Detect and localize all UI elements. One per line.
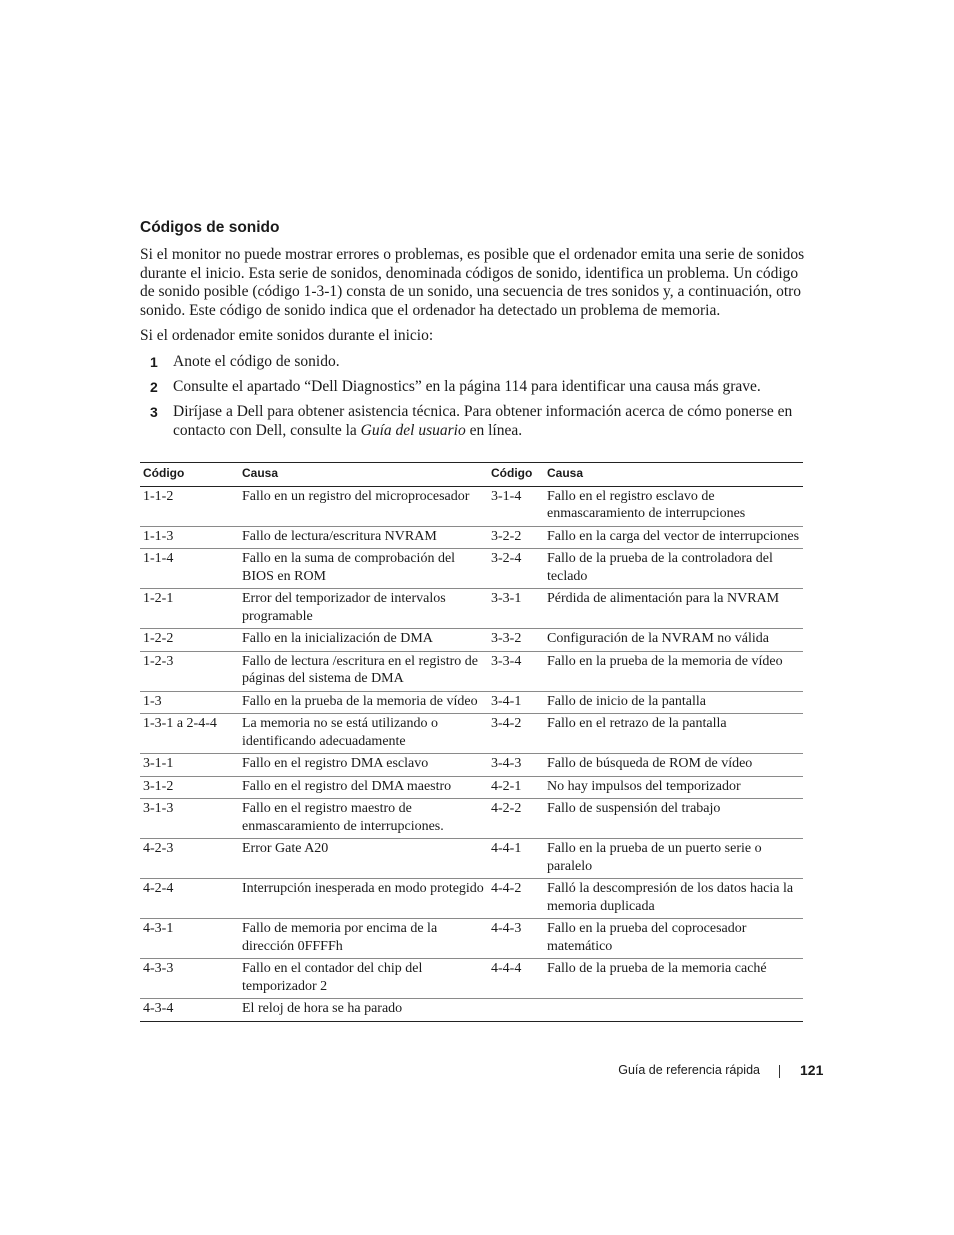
cause-cell: Fallo en la carga del vector de interrupciones [547, 528, 800, 544]
cause-cell: Fallo en el retrazo de la pantalla [547, 716, 727, 731]
step-number: 2 [150, 379, 158, 395]
table-row [140, 526, 803, 549]
step-item [140, 378, 820, 397]
cause-cell: Error del temporizador de intervalos programable [242, 591, 446, 624]
cause-cell: Pérdida de alimentación para la NVRAM [547, 591, 780, 606]
code-cell: 1-2-3 [143, 653, 174, 669]
cause-cell: Interrupción inesperada en modo protegido [242, 881, 484, 896]
cause-cell: Fallo de lectura/escritura NVRAM [242, 528, 437, 544]
code-cell: 1-1-4 [143, 551, 174, 566]
table-row [140, 629, 803, 652]
page-number: 121 [800, 1062, 824, 1078]
code-cell [488, 999, 544, 1022]
step-text: Anote el código de sonido. [173, 353, 340, 370]
step-text-after: en línea. [465, 421, 523, 439]
step-item [140, 403, 820, 440]
cause-cell: Fallo de la prueba de la memoria caché [547, 961, 767, 976]
table-row [140, 839, 803, 879]
code-cell: 3-1-1 [143, 756, 174, 771]
code-cell: 4-2-4 [143, 881, 174, 896]
cause-cell: Fallo de la prueba de la controladora del teclado [547, 551, 773, 584]
code-cell: 3-2-4 [491, 551, 522, 566]
code-cell: 3-1-4 [491, 488, 522, 504]
column-header-cause: Causa [547, 466, 584, 480]
cause-cell: Fallo de búsqueda de ROM de vídeo [547, 756, 753, 771]
cause-cell: Fallo en un registro del microprocesador [242, 488, 470, 504]
column-header-cause: Causa [242, 466, 279, 480]
code-cell: 1-3 [143, 693, 162, 709]
table-row [140, 879, 803, 919]
table-row [140, 776, 803, 799]
code-cell: 4-4-4 [491, 961, 522, 976]
cause-cell: Fallo en la inicialización de DMA [242, 631, 433, 646]
cause-cell: La memoria no se está utilizando o identificando adecuadamente [242, 716, 438, 749]
cause-cell: Fallo en la prueba de la memoria de vídeo [547, 653, 783, 669]
beep-codes-table [140, 462, 803, 1022]
column-header-code: Código [143, 466, 185, 480]
intro-paragraph: Si el monitor no puede mostrar errores o problemas, es posible que el ordenador emita una serie de sonidos durante el inicio. Esta serie de sonidos, denominada códigos de sonido, identifica un problema. Un código de sonido posible (código 1-3-1) consta de un sonido, una secuencia de tres sonidos y, a continuación, otro sonido. Este código de sonido indica que el ordenador ha detectado un problema de memoria. [140, 246, 805, 319]
table-header-row [140, 463, 803, 487]
table-row [140, 486, 803, 526]
table-row [140, 691, 803, 714]
code-cell: 1-2-2 [143, 631, 174, 646]
table-row [140, 799, 803, 839]
code-cell: 3-2-2 [491, 528, 522, 544]
step-item [140, 353, 820, 372]
cause-cell: Fallo en el registro maestro de enmascaramiento de interrupciones. [242, 801, 444, 834]
code-cell: 3-3-2 [491, 631, 522, 646]
footer-title: Guía de referencia rápida [618, 1063, 760, 1077]
code-cell: 3-1-2 [143, 778, 174, 794]
cause-cell [544, 999, 803, 1022]
cause-cell: Fallo de memoria por encima de la dirección 0FFFFh [242, 921, 438, 954]
cause-cell: Fallo en el registro DMA esclavo [242, 756, 429, 771]
code-cell: 3-4-3 [491, 756, 522, 771]
table-row [140, 549, 803, 589]
table-body [140, 486, 803, 1021]
code-cell: 1-1-2 [143, 488, 174, 504]
cause-cell: Fallo en la prueba de un puerto serie o paralelo [547, 841, 762, 874]
code-cell: 4-2-1 [491, 778, 522, 794]
code-cell: 3-3-1 [491, 591, 522, 606]
step-text: Consulte el apartado “Dell Diagnostics” en la página 114 para identificar una causa más grave. [173, 378, 761, 395]
table-row [140, 651, 803, 691]
step-number: 3 [150, 404, 158, 420]
step-number: 1 [150, 354, 158, 370]
code-cell: 4-3-4 [143, 1001, 174, 1016]
code-cell: 1-3-1 a 2-4-4 [143, 716, 217, 731]
code-cell: 4-2-2 [491, 801, 522, 816]
step-text-before: Diríjase a Dell para obtener asistencia técnica. Para obtener información acerca de cómo ponerse en contacto con Dell, consulte la [173, 403, 793, 439]
instruction-paragraph: Si el ordenador emite sonidos durante el inicio: [140, 327, 434, 344]
footer-divider [779, 1065, 780, 1078]
cause-cell: Fallo en la prueba de la memoria de vídeo [242, 693, 478, 709]
cause-cell: El reloj de hora se ha parado [242, 1001, 403, 1016]
table-row [140, 589, 803, 629]
cause-cell: No hay impulsos del temporizador [547, 778, 741, 794]
cause-cell: Fallo en el registro esclavo de enmascaramiento de interrupciones [547, 488, 746, 521]
cause-cell: Fallo en el contador del chip del temporizador 2 [242, 961, 423, 994]
cause-cell: Fallo de lectura /escritura en el registro de páginas del sistema de DMA [242, 653, 478, 686]
code-cell: 3-4-1 [491, 693, 522, 709]
cause-cell: Fallo de suspensión del trabajo [547, 801, 721, 816]
page-footer [0, 1061, 954, 1081]
cause-cell: Configuración de la NVRAM no válida [547, 631, 770, 646]
steps-list [140, 353, 820, 447]
cause-cell: Falló la descompresión de los datos hacia la memoria duplicada [547, 881, 794, 914]
code-cell: 4-4-3 [491, 921, 522, 936]
cause-cell: Fallo en la prueba del coprocesador matemático [547, 921, 747, 954]
code-cell: 4-3-1 [143, 921, 174, 936]
code-cell: 4-2-3 [143, 841, 174, 856]
table-row [140, 714, 803, 754]
cause-cell: Fallo en el registro del DMA maestro [242, 778, 452, 794]
table-row [140, 754, 803, 777]
table-row [140, 959, 803, 999]
cause-cell: Fallo de inicio de la pantalla [547, 693, 707, 709]
cause-cell: Error Gate A20 [242, 841, 329, 856]
code-cell: 1-1-3 [143, 528, 174, 544]
code-cell: 4-3-3 [143, 961, 174, 976]
code-cell: 3-4-2 [491, 716, 522, 731]
cause-cell: Fallo en la suma de comprobación del BIOS en ROM [242, 551, 456, 584]
section-title: Códigos de sonido [140, 219, 280, 236]
code-cell: 3-1-3 [143, 801, 174, 816]
table-row [140, 919, 803, 959]
code-cell: 4-4-1 [491, 841, 522, 856]
step-text [173, 403, 792, 439]
code-cell: 4-4-2 [491, 881, 522, 896]
code-cell: 3-3-4 [491, 653, 522, 669]
user-guide-reference: Guía del usuario [360, 421, 466, 439]
table-row [140, 999, 803, 1022]
column-header-code: Código [491, 466, 533, 480]
code-cell: 1-2-1 [143, 591, 174, 606]
